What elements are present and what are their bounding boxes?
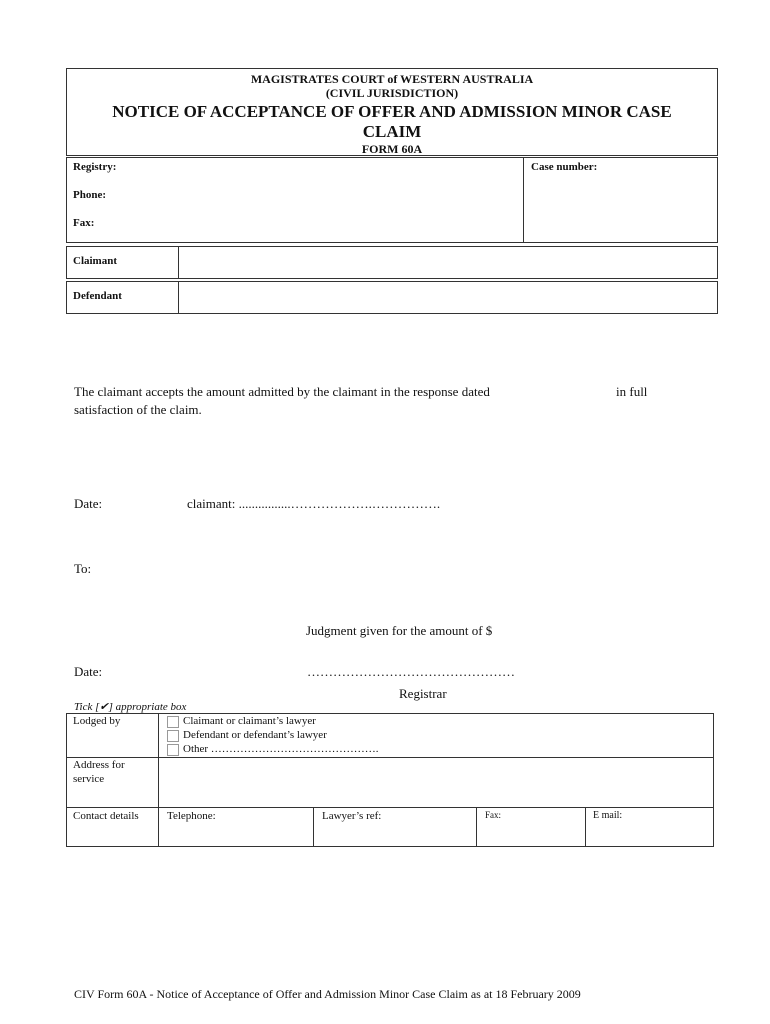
phone-label: Phone:: [73, 189, 106, 201]
tick-note: Tick [✔] appropriate box: [74, 701, 187, 713]
option-defendant: Defendant or defendant’s lawyer: [183, 729, 327, 741]
checkbox-other[interactable]: [167, 744, 179, 756]
contact-label: Contact details: [73, 810, 139, 822]
lodged-by-label: Lodged by: [73, 715, 121, 727]
checkbox-claimant[interactable]: [167, 716, 179, 728]
fax-label: Fax:: [73, 217, 95, 229]
lawyer-ref-label: Lawyer’s ref:: [322, 810, 382, 822]
claimant-label: Claimant: [73, 255, 117, 267]
defendant-row: [66, 281, 718, 314]
registrar-label: Registrar: [399, 686, 447, 701]
judgment-date-label: Date:: [74, 664, 103, 679]
fax-contact-label: Fax:: [485, 810, 502, 820]
option-claimant: Claimant or claimant’s lawyer: [183, 715, 316, 727]
footer-note: CIV Form 60A - Notice of Acceptance of Offer and Admission Minor Case Claim as at 18 February 2009: [74, 987, 581, 1001]
form-header: [66, 68, 718, 156]
defendant-field[interactable]: [178, 282, 719, 313]
statement-in-full: in full: [616, 384, 648, 399]
defendant-label: Defendant: [73, 290, 122, 302]
claimant-row: [66, 246, 718, 279]
email-label: E mail:: [593, 810, 623, 821]
registry-label: Registry:: [73, 161, 117, 173]
statement-line1: The claimant accepts the amount admitted by the claimant in the response dated: [74, 384, 490, 399]
claimant-field[interactable]: [178, 247, 719, 278]
statement-line2: satisfaction of the claim.: [74, 402, 202, 417]
checkbox-defendant[interactable]: [167, 730, 179, 742]
lodgement-table: [66, 713, 714, 847]
date-label: Date:: [74, 496, 103, 511]
claimant-signature-line[interactable]: claimant: ................……………….…………….: [187, 496, 441, 511]
case-number-label: Case number:: [531, 161, 598, 173]
to-label: To:: [74, 561, 92, 576]
case-number-box[interactable]: [523, 157, 718, 243]
telephone-label: Telephone:: [167, 810, 216, 822]
form-title: NOTICE OF ACCEPTANCE OF OFFER AND ADMISSION MINOR CASE CLAIM: [112, 102, 672, 141]
jurisdiction: (CIVIL JURISDICTION): [325, 86, 459, 100]
form-number: FORM 60A: [361, 142, 423, 156]
judgment-text: Judgment given for the amount of $: [306, 623, 493, 638]
option-other: Other ……………………………………….: [183, 743, 379, 755]
registrar-signature-line[interactable]: …………………………………………: [307, 664, 515, 679]
address-field[interactable]: [159, 758, 713, 807]
address-label: Address for service: [73, 759, 125, 785]
court-name: MAGISTRATES COURT of WESTERN AUSTRALIA: [250, 72, 534, 86]
registry-box: [66, 157, 524, 243]
